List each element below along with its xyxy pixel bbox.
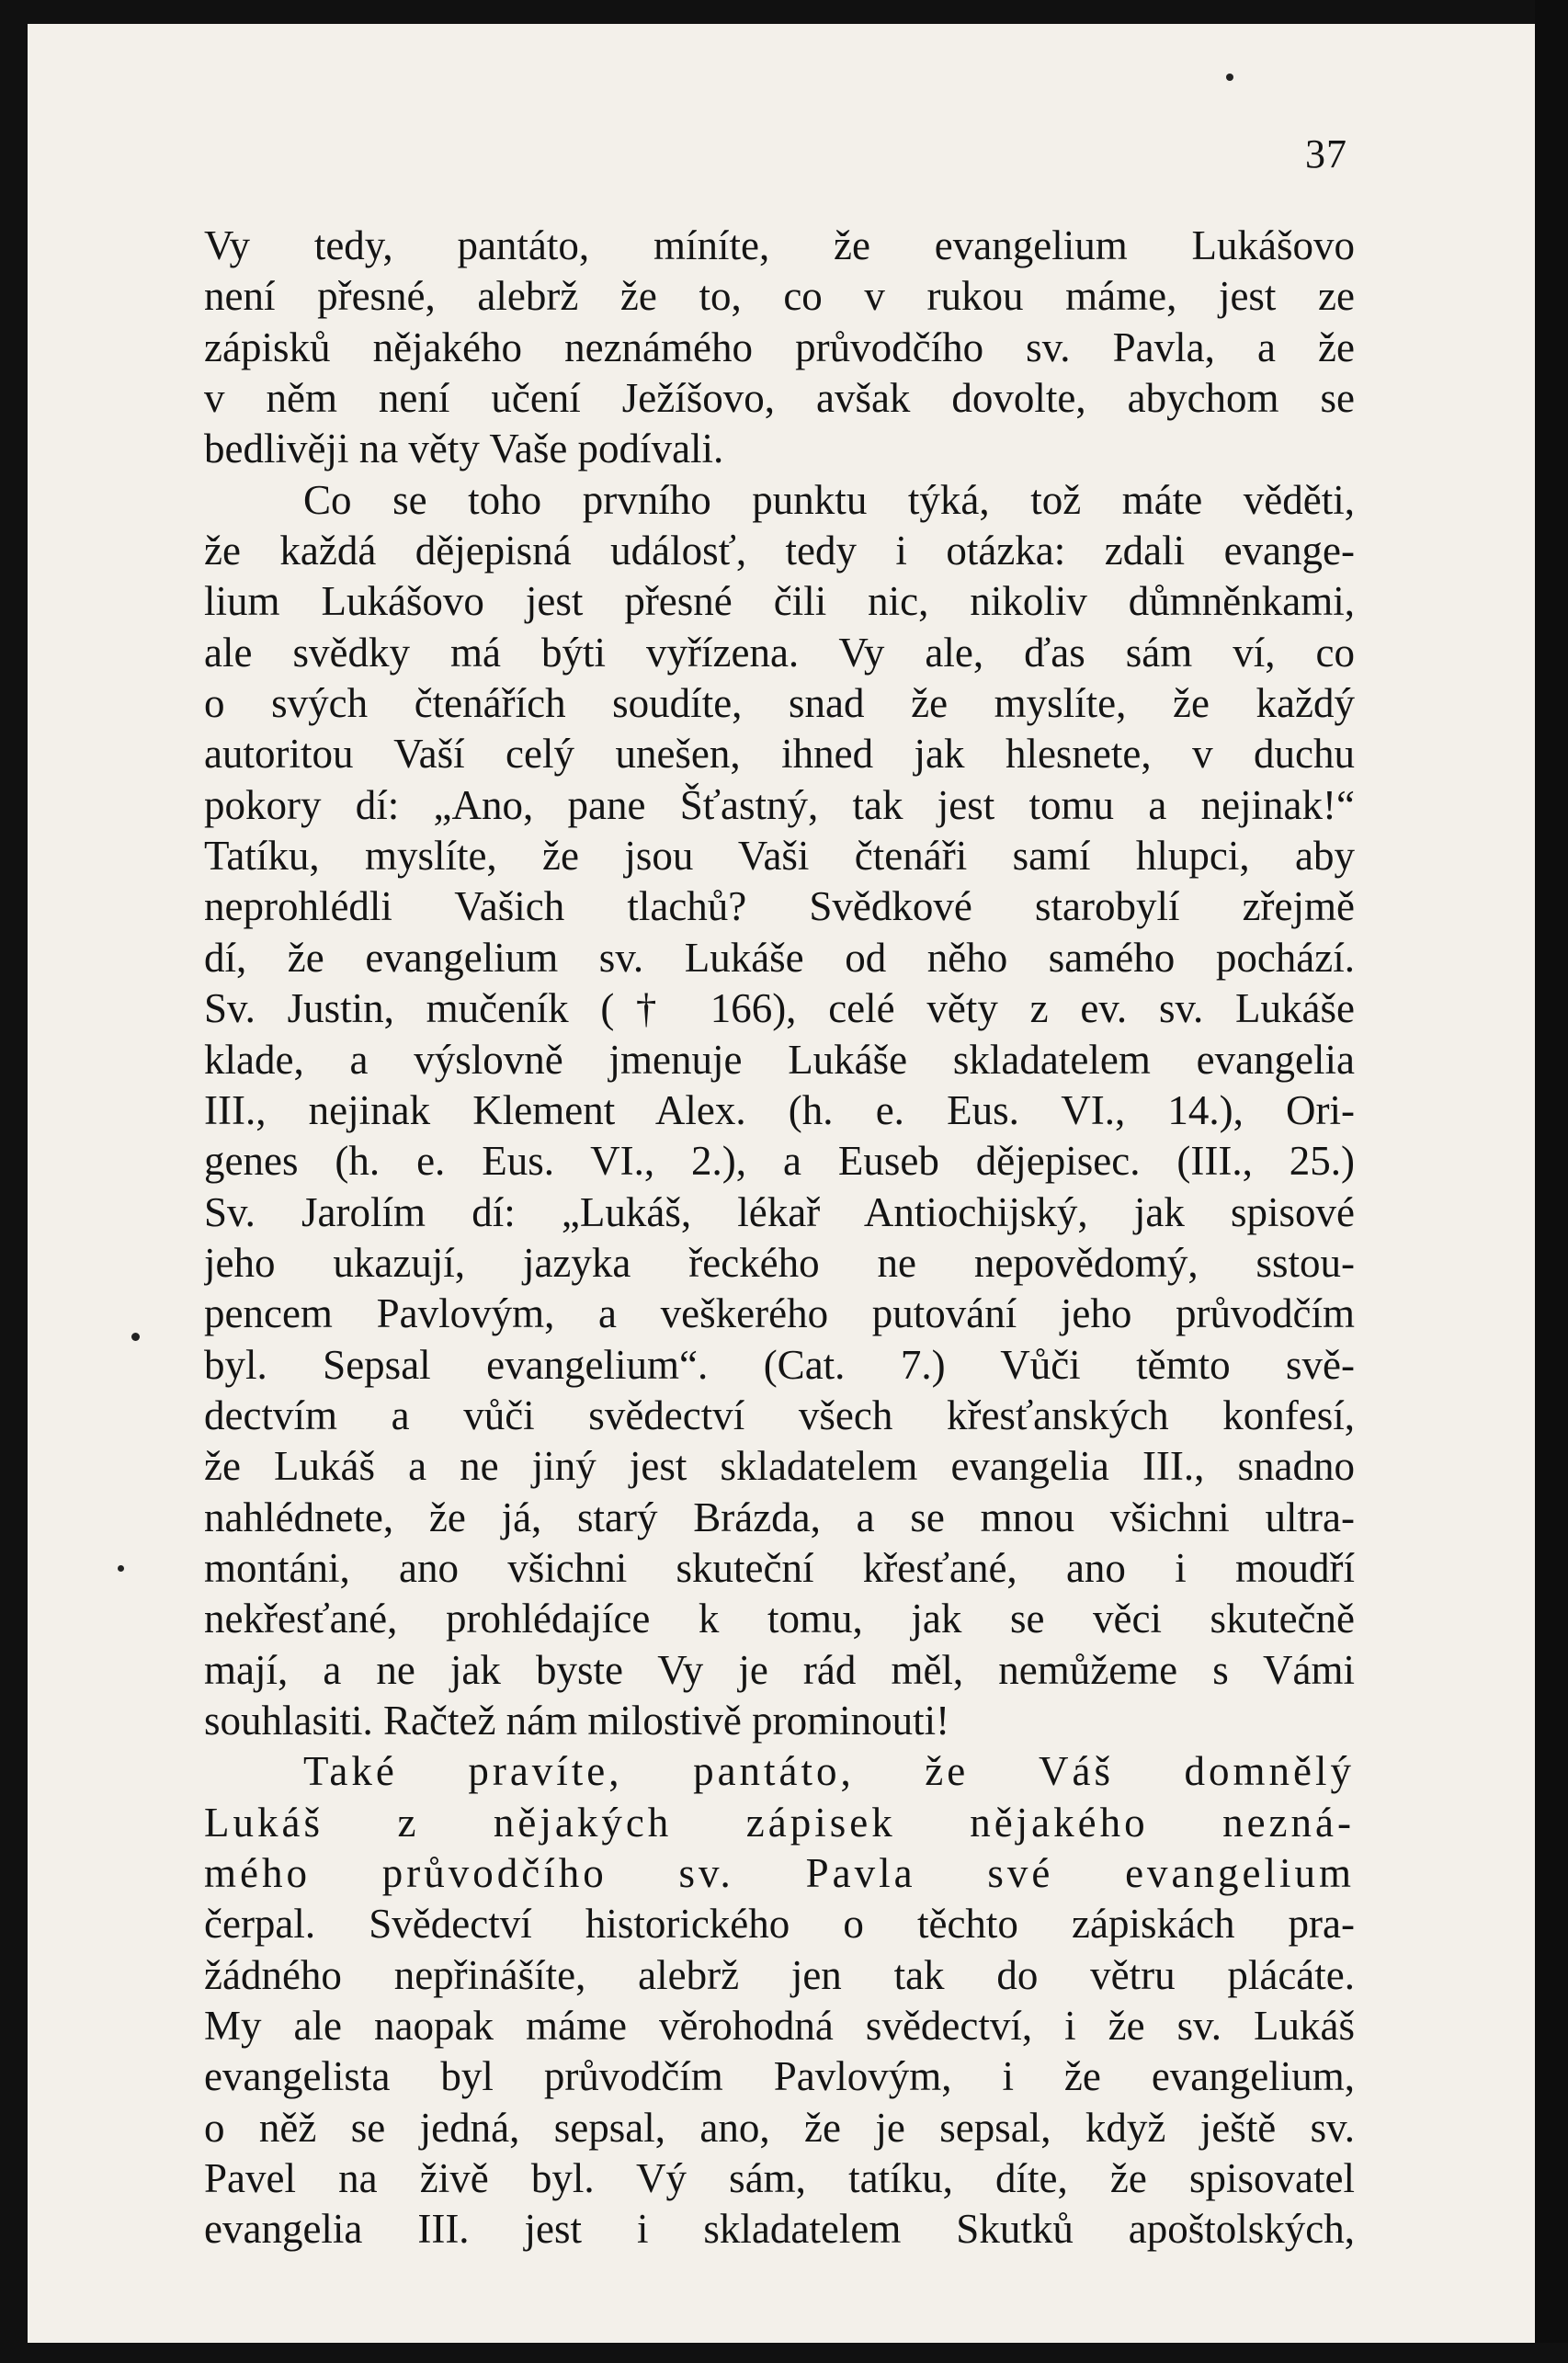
text-line: Také pravíte, pantáto, že Váš domnělý — [303, 1748, 1355, 1795]
text-line: o něž se jedná, sepsal, ano, že je sepsal, když ještě sv. — [204, 2104, 1355, 2151]
text-line: klade, a výslovně jmenuje Lukáše skladatelem evangelia — [204, 1036, 1355, 1083]
text-line: Lukáš z nějakých zápisek nějakého nezná- — [204, 1799, 1355, 1846]
text-line: souhlasiti. Račtež nám milostivě prominouti! — [204, 1697, 950, 1744]
body-text — [204, 221, 1355, 2255]
text-line: pencem Pavlovým, a veškerého putování jeho průvodčím — [204, 1290, 1355, 1337]
text-line: není přesné, alebrž že to, co v rukou máme, jest ze — [204, 273, 1355, 320]
text-line: v něm není učení Ježíšovo, avšak dovolte, abychom se — [204, 375, 1355, 422]
text-line: byl. Sepsal evangelium“. (Cat. 7.) Vůči těmto svě- — [204, 1341, 1355, 1388]
text-line: evangelia III. jest i skladatelem Skutků apoštolských, — [204, 2206, 1355, 2253]
text-line: mají, a ne jak byste Vy je rád měl, nemůžeme s Vámi — [204, 1646, 1355, 1693]
page-number: 37 — [1305, 131, 1347, 176]
text-line: My ale naopak máme věrohodná svědectví, i že sv. Lukáš — [204, 2003, 1355, 2050]
scan-border-left — [0, 0, 28, 2363]
text-line: nahlédnete, že já, starý Brázda, a se mnou všichni ultra- — [204, 1494, 1355, 1540]
text-line: Pavel na živě byl. Vý sám, tatíku, díte, že spisovatel — [204, 2155, 1355, 2202]
text-line: dí, že evangelium sv. Lukáše od něho samého pochází. — [204, 934, 1355, 981]
text-line: žádného nepřinášíte, alebrž jen tak do větru plácáte. — [204, 1951, 1355, 1998]
speck-mark — [118, 1565, 124, 1572]
text-line: o svých čtenářích soudíte, snad že myslíte, že každý — [204, 680, 1355, 727]
text-line: bedlivěji na věty Vaše podívali. — [204, 426, 724, 472]
text-line: III., nejinak Klement Alex. (h. e. Eus. VI., 14.), Ori- — [204, 1086, 1355, 1133]
text-line: dectvím a vůči svědectví všech křesťanských konfesí, — [204, 1392, 1355, 1438]
text-line: nekřesťané, prohlédajíce k tomu, jak se věci skutečně — [204, 1596, 1355, 1642]
text-line: ale svědky má býti vyřízena. Vy ale, ďas sám ví, co — [204, 629, 1355, 676]
text-line: lium Lukášovo jest přesné čili nic, nikoliv důmněnkami, — [204, 578, 1355, 625]
text-line: mého průvodčího sv. Pavla své evangelium — [204, 1850, 1355, 1896]
text-line: pokory dí: „Ano, pane Šťastný, tak jest tomu a nejinak!“ — [204, 781, 1355, 828]
text-line: Sv. Jarolím dí: „Lukáš, lékař Antiochijský, jak spisové — [204, 1188, 1355, 1235]
text-line: montáni, ano všichni skuteční křesťané, ano i moudří — [204, 1544, 1355, 1591]
text-line: genes (h. e. Eus. VI., 2.), a Euseb dějepisec. (III., 25.) — [204, 1138, 1355, 1185]
text-line: zápisků nějakého neznámého průvodčího sv. Pavla, a že — [204, 324, 1355, 370]
speck-mark — [1226, 74, 1233, 81]
text-line: evangelista byl průvodčím Pavlovým, i že evangelium, — [204, 2053, 1355, 2100]
text-line: Co se toho prvního punktu týká, tož máte věděti, — [303, 476, 1355, 523]
text-line: Vy tedy, pantáto, míníte, že evangelium Lukášovo — [204, 222, 1355, 268]
text-line: Sv. Justin, mučeník († 166), celé věty z ev. sv. Lukáše — [204, 985, 1355, 1032]
text-line: že každá dějepisná událosť, tedy i otázka: zdali evange- — [204, 528, 1355, 574]
text-line: Tatíku, myslíte, že jsou Vaši čtenáři samí hlupci, aby — [204, 833, 1355, 880]
scan-border-top — [0, 0, 1568, 24]
text-line: neprohlédli Vašich tlachů? Svědkové starobylí zřejmě — [204, 883, 1355, 930]
speck-mark — [131, 1333, 140, 1341]
text-line: autoritou Vaší celý unešen, ihned jak hlesnete, v duchu — [204, 731, 1355, 778]
text-line: čerpal. Svědectví historického o těchto zápiskách pra- — [204, 1901, 1355, 1948]
text-line: že Lukáš a ne jiný jest skladatelem evangelia III., snadno — [204, 1443, 1355, 1490]
text-line: jeho ukazují, jazyka řeckého ne nepovědomý, sstou- — [204, 1239, 1355, 1286]
scan-border-bottom — [0, 2343, 1568, 2363]
scan-border-right — [1535, 0, 1568, 2363]
